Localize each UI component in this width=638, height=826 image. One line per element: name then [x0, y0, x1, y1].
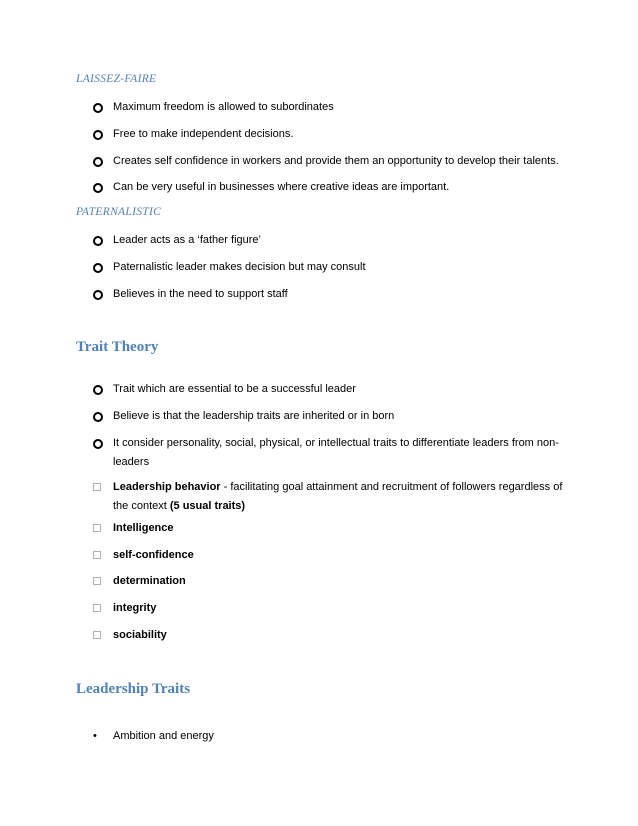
list-item: Trait which are essential to be a successful leader [113, 380, 568, 399]
bullet-dot-icon: • [93, 730, 97, 742]
list-item: • Ambition and energy [113, 727, 568, 746]
circle-bullet-icon [93, 103, 103, 113]
circle-bullet-icon [93, 385, 103, 395]
checkbox-bullet-icon [93, 524, 101, 532]
list-item: It consider personality, social, physical, or intellectual traits to differentiate leaders from non-leaders [113, 434, 568, 472]
circle-bullet-icon [93, 157, 103, 167]
checkbox-bullet-icon [93, 631, 101, 639]
list-item: sociability [113, 626, 568, 645]
list-item: Can be very useful in businesses where creative ideas are important. [113, 178, 568, 197]
list-item: determination [113, 572, 568, 591]
checkbox-bullet-icon [93, 483, 101, 491]
circle-bullet-icon [93, 412, 103, 422]
leadership-traits-heading: Leadership Traits [76, 681, 191, 697]
laissez-faire-heading: LAISSEZ-FAIRE [76, 73, 157, 85]
circle-bullet-icon [93, 263, 103, 273]
circle-bullet-icon [93, 236, 103, 246]
checkbox-bullet-icon [93, 577, 101, 585]
list-item: Intelligence [113, 519, 568, 538]
paternalistic-heading: PATERNALISTIC [76, 206, 162, 218]
list-item: Creates self confidence in workers and provide them an opportunity to develop their talents. [113, 152, 568, 171]
list-item: Believe is that the leadership traits are inherited or in born [113, 407, 568, 426]
list-item: self-confidence [113, 546, 568, 565]
circle-bullet-icon [93, 183, 103, 193]
list-item-leadership-behavior: Leadership behavior - facilitating goal attainment and recruitment of followers regardless of the context (5 usual traits) [113, 478, 568, 516]
list-item: Believes in the need to support staff [113, 285, 568, 304]
list-item: Leader acts as a ‘father figure’ [113, 231, 568, 250]
checkbox-bullet-icon [93, 604, 101, 612]
circle-bullet-icon [93, 130, 103, 140]
list-item: Free to make independent decisions. [113, 125, 568, 144]
circle-bullet-icon [93, 290, 103, 300]
list-item: integrity [113, 599, 568, 618]
list-item: Maximum freedom is allowed to subordinates [113, 98, 568, 117]
list-item: Paternalistic leader makes decision but may consult [113, 258, 568, 277]
trait-theory-heading: Trait Theory [76, 339, 159, 355]
checkbox-bullet-icon [93, 551, 101, 559]
circle-bullet-icon [93, 439, 103, 449]
